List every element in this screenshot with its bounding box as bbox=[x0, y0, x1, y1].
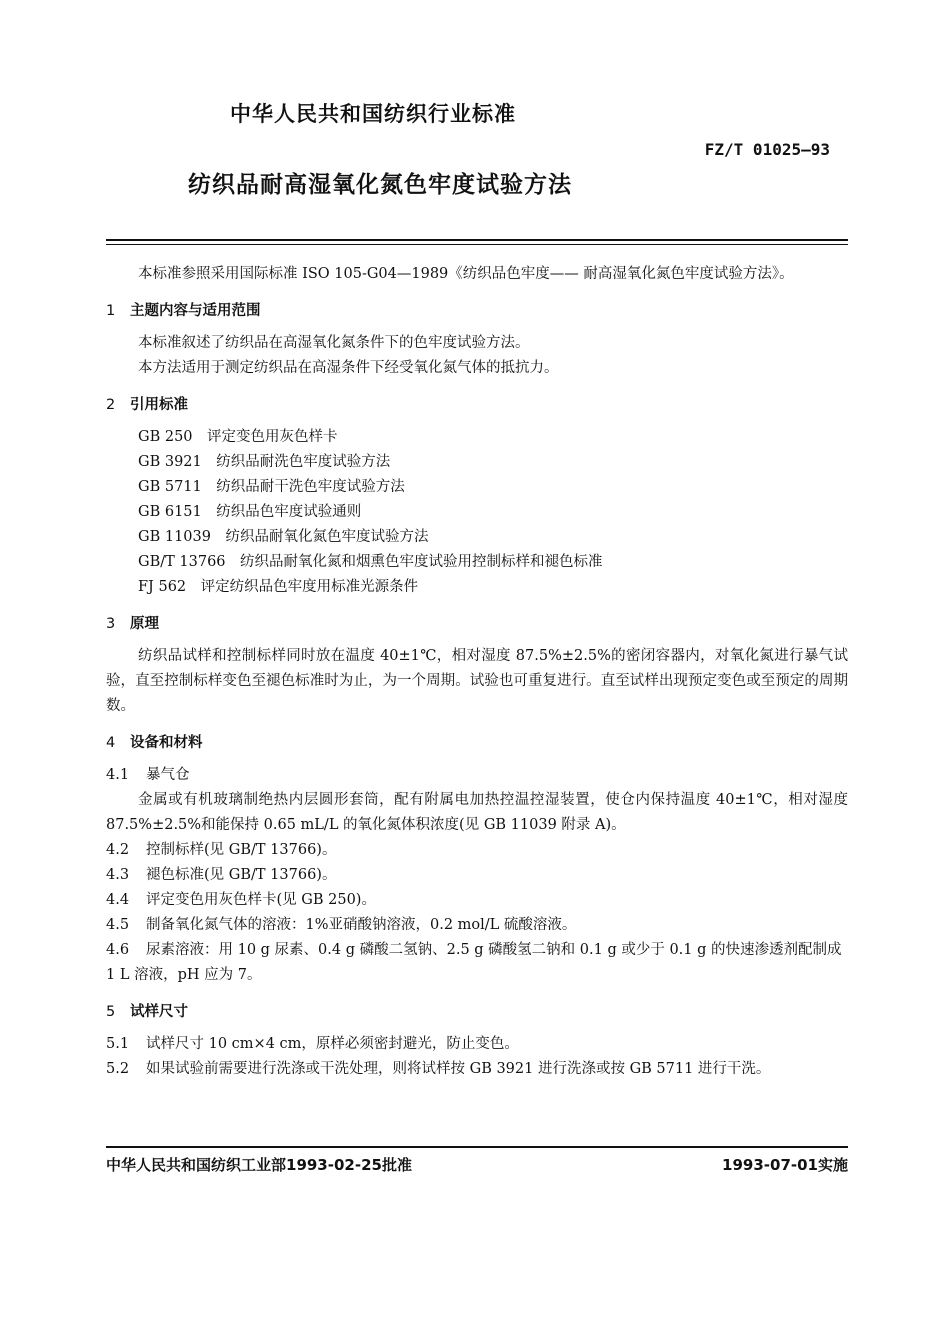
clause-title: 暴气仓 bbox=[146, 767, 190, 783]
clause-text: 制备氧化氮气体的溶液：1%亚硝酸钠溶液，0.2 mol/L 硫酸溶液。 bbox=[146, 917, 577, 933]
clause-number: 5.1 bbox=[106, 1036, 130, 1052]
clause-number: 4.3 bbox=[106, 867, 130, 883]
clause-4-2 bbox=[106, 838, 848, 863]
reference-item: GB 6151 纺织品色牢度试验通则 bbox=[138, 504, 362, 520]
clause-number: 4.2 bbox=[106, 842, 130, 858]
footer-rule bbox=[106, 1146, 848, 1148]
document-body bbox=[106, 262, 848, 1082]
clause-number: 4.5 bbox=[106, 917, 130, 933]
intro-paragraph: 本标准参照采用国际标准 ISO 105-G04—1989《纺织品色牢度—— 耐高湿氧化氮色牢度试验方法》。 bbox=[138, 266, 794, 282]
section-number: 4 bbox=[106, 735, 116, 751]
section-2-heading bbox=[106, 393, 848, 418]
header-rule-thin bbox=[106, 244, 848, 245]
clause-number: 5.2 bbox=[106, 1061, 130, 1077]
header-rule bbox=[106, 239, 848, 241]
clause-text: 评定变色用灰色样卡(见 GB 250)。 bbox=[146, 892, 376, 908]
clause-4-1-text: 金属或有机玻璃制绝热内层圆形套筒，配有附属电加热控温控湿装置，使仓内保持温度 40±1℃，相对湿度 87.5%±2.5%和能保持 0.65 mL/L 的氧化氮体积浓度(见 GB 11039 附录 A)。 bbox=[106, 792, 848, 833]
issuing-organization: 中华人民共和国纺织行业标准 bbox=[230, 102, 516, 126]
section-3-heading bbox=[106, 612, 848, 637]
clause-text: 尿素溶液：用 10 g 尿素、0.4 g 磷酸二氢钠、2.5 g 磷酸氢二钠和 0.1 g 或少于 0.1 g 的快速渗透剂配制成 1 L 溶液，pH 应为 7。 bbox=[106, 942, 842, 983]
section-1-paragraph: 本标准叙述了纺织品在高湿氧化氮条件下的色牢度试验方法。 bbox=[138, 335, 530, 351]
clause-number: 4.6 bbox=[106, 942, 130, 958]
clause-number: 4.4 bbox=[106, 892, 130, 908]
document-title: 纺织品耐高湿氧化氮色牢度试验方法 bbox=[188, 172, 572, 198]
clause-5-2 bbox=[106, 1057, 848, 1082]
clause-text: 试样尺寸 10 cm×4 cm，原样必须密封避光，防止变色。 bbox=[146, 1036, 519, 1052]
section-title: 试样尺寸 bbox=[130, 1004, 188, 1020]
section-5-heading bbox=[106, 1000, 848, 1025]
clause-4-5 bbox=[106, 913, 848, 938]
clause-number: 4.1 bbox=[106, 767, 130, 783]
reference-item: FJ 562 评定纺织品色牢度用标准光源条件 bbox=[138, 579, 419, 595]
reference-item: GB/T 13766 纺织品耐氧化氮和烟熏色牢度试验用控制标样和褪色标准 bbox=[138, 554, 603, 570]
section-title: 设备和材料 bbox=[130, 735, 203, 751]
reference-item: GB 250 评定变色用灰色样卡 bbox=[138, 429, 338, 445]
section-1-heading bbox=[106, 299, 848, 324]
reference-item: GB 5711 纺织品耐干洗色牢度试验方法 bbox=[138, 479, 405, 495]
clause-text: 控制标样(见 GB/T 13766)。 bbox=[146, 842, 337, 858]
clause-4-3 bbox=[106, 863, 848, 888]
reference-item: GB 3921 纺织品耐洗色牢度试验方法 bbox=[138, 454, 391, 470]
clause-text: 如果试验前需要进行洗涤或干洗处理，则将试样按 GB 3921 进行洗涤或按 GB 5711 进行干洗。 bbox=[146, 1061, 771, 1077]
clause-text: 褪色标准(见 GB/T 13766)。 bbox=[146, 867, 337, 883]
effective-date: 1993-07-01实施 bbox=[722, 1156, 848, 1174]
section-number: 5 bbox=[106, 1004, 116, 1020]
standard-code: FZ/T 01025—93 bbox=[704, 140, 830, 159]
section-title: 主题内容与适用范围 bbox=[130, 303, 261, 319]
section-title: 引用标准 bbox=[130, 397, 188, 413]
clause-4-1 bbox=[106, 763, 848, 788]
approval-line: 中华人民共和国纺织工业部1993-02-25批准 bbox=[106, 1156, 412, 1174]
section-3-paragraph: 纺织品试样和控制标样同时放在温度 40±1℃，相对湿度 87.5%±2.5%的密闭容器内，对氧化氮进行暴气试验，直至控制标样变色至褪色标准时为止，为一个周期。试验也可重复进行。直至试样出现预定变色或至预定的周期数。 bbox=[106, 648, 848, 714]
clause-4-4 bbox=[106, 888, 848, 913]
section-number: 3 bbox=[106, 616, 116, 632]
section-4-heading bbox=[106, 731, 848, 756]
clause-4-6 bbox=[106, 938, 848, 988]
section-title: 原理 bbox=[130, 616, 159, 632]
clause-5-1 bbox=[106, 1032, 848, 1057]
section-1-paragraph: 本方法适用于测定纺织品在高湿条件下经受氧化氮气体的抵抗力。 bbox=[138, 360, 559, 376]
section-number: 1 bbox=[106, 303, 116, 319]
reference-item: GB 11039 纺织品耐氧化氮色牢度试验方法 bbox=[138, 529, 429, 545]
section-number: 2 bbox=[106, 397, 116, 413]
